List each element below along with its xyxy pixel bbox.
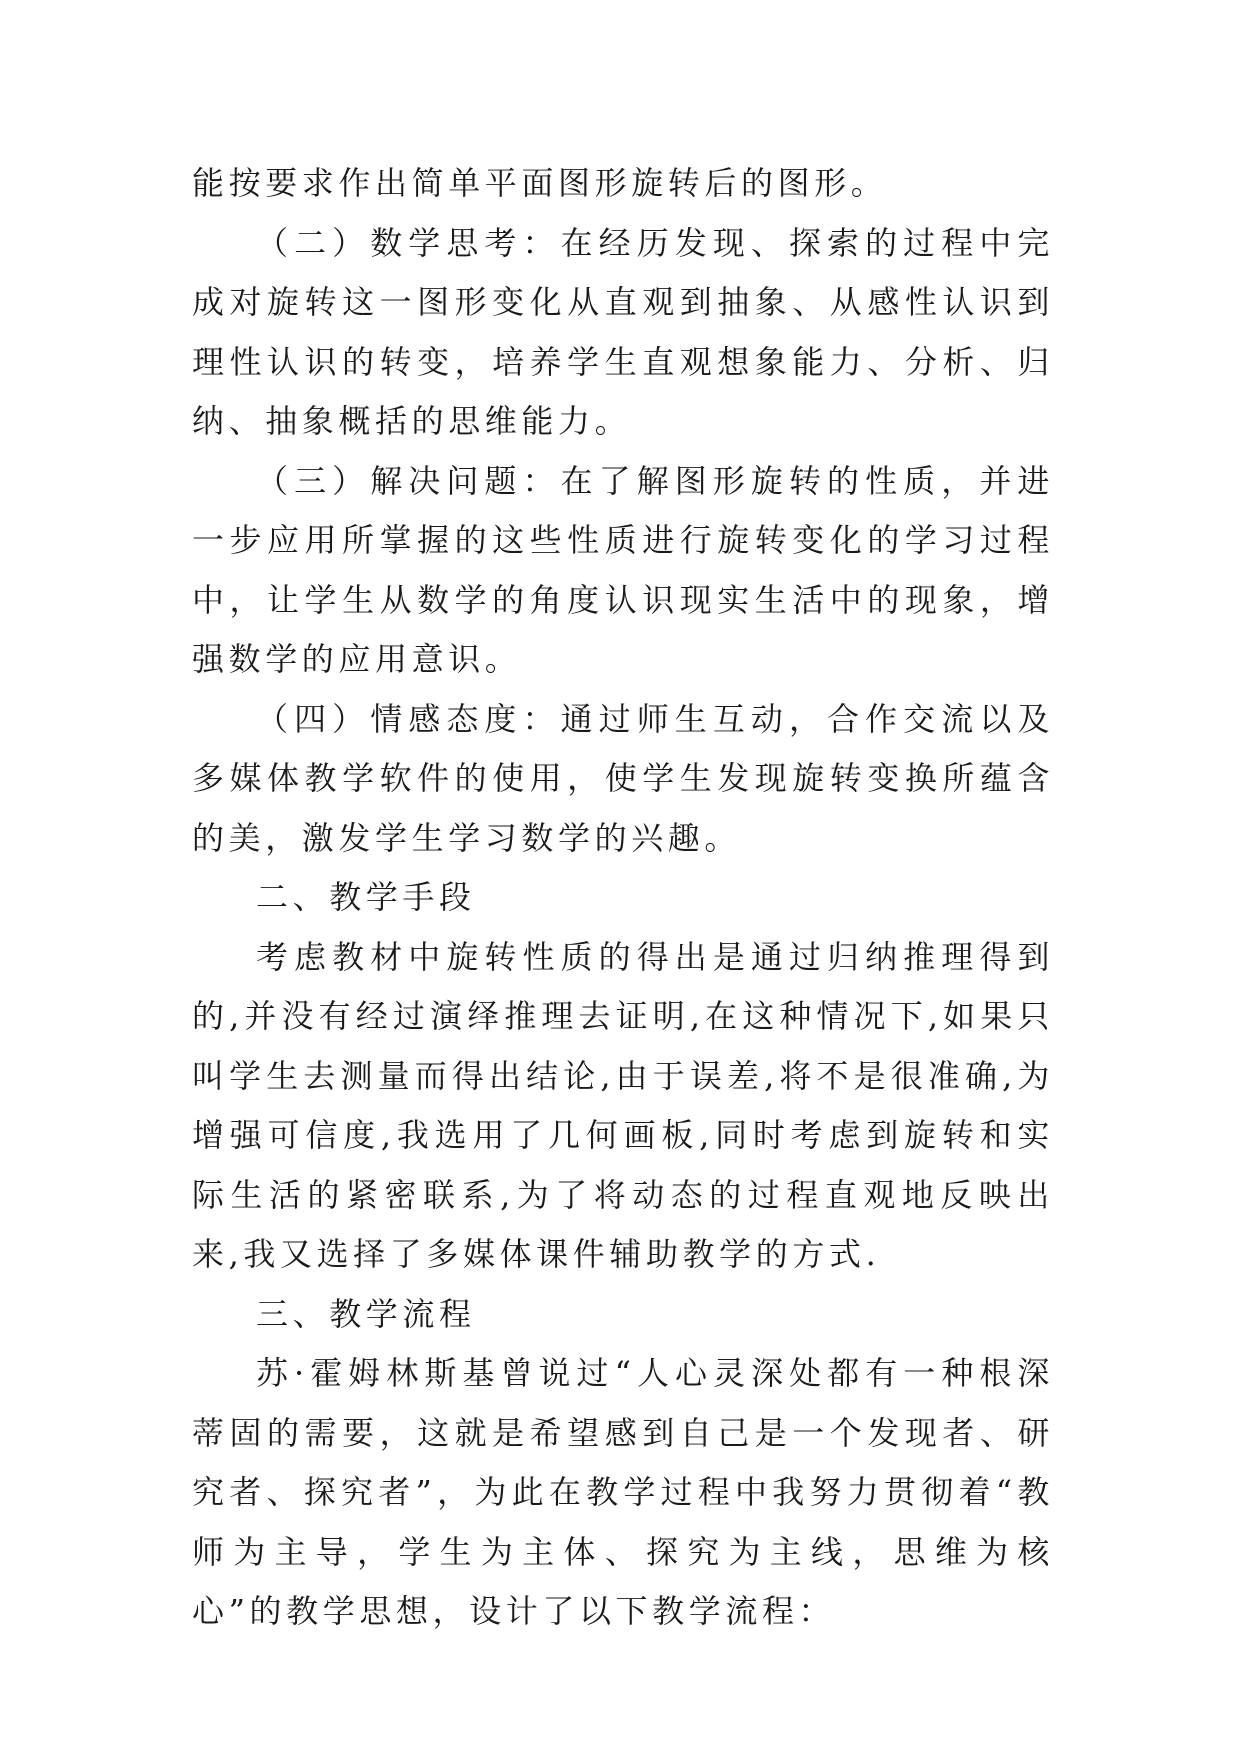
document-body	[192, 154, 1054, 1642]
paragraph-continuation: 能按要求作出简单平面图形旋转后的图形。	[192, 164, 888, 202]
paragraph-teaching-means: 考虑教材中旋转性质的得出是通过归纳推理得到的,并没有经过演绎推理去证明,在这种情况下,如果只叫学生去测量而得出结论,由于误差,将不是很准确,为增强可信度,我选用了几何画板,同时考虑到旋转和实际生活的紧密联系,为了将动态的过程直观地反映出来,我又选择了多媒体课件辅助教学的方式.	[192, 937, 1054, 1273]
paragraph-goal-emotion-attitude: （四）情感态度：通过师生互动，合作交流以及多媒体教学软件的使用，使学生发现旋转变换所蕴含的美，激发学生学习数学的兴趣。	[192, 699, 1054, 857]
paragraph-goal-math-thinking: （二）数学思考：在经历发现、探索的过程中完成对旋转这一图形变化从直观到抽象、从感性认识到理性认识的转变，培养学生直观想象能力、分析、归纳、抽象概括的思维能力。	[192, 223, 1054, 440]
section-heading-teaching-means: 二、教学手段	[256, 878, 476, 916]
paragraph-teaching-process: 苏·霍姆林斯基曾说过“人心灵深处都有一种根深蒂固的需要，这就是希望感到自己是一个发现者、研究者、探究者”，为此在教学过程中我努力贯彻着“教师为主导，学生为主体、探究为主线，思维为核心”的教学思想，设计了以下教学流程：	[192, 1354, 1054, 1630]
paragraph-goal-problem-solving: （三）解决问题：在了解图形旋转的性质，并进一步应用所掌握的这些性质进行旋转变化的学习过程中，让学生从数学的角度认识现实生活中的现象，增强数学的应用意识。	[192, 461, 1054, 678]
section-heading-teaching-process: 三、教学流程	[256, 1294, 476, 1333]
